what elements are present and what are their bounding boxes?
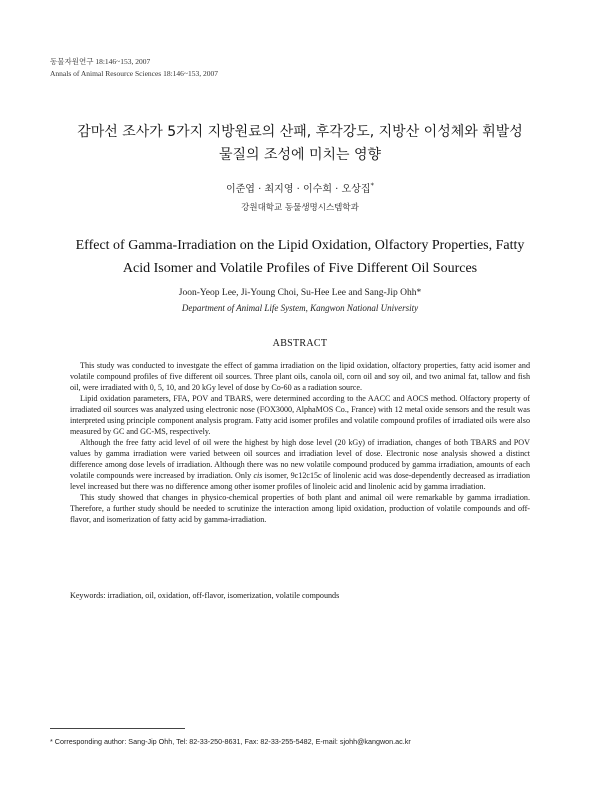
abstract-paragraph-3-start: Although the free fatty acid level of oil were the highest by high dose level (20 kGy) of irradiation, changes of both TBARS and POV values by gamma irradiation were varied between oil sources and irradiation level of dose. Electronic nose analysis showed a distinct difference among dose levels of irradiation. Although there was no new volatile compound produced by gamma irradiation, amounts of each volatile compounds were increased by irradiation. Only: [70, 438, 530, 480]
journal-citation-korean: 동물자원연구 18:146~153, 2007: [50, 57, 151, 66]
footnote-divider: [50, 728, 185, 729]
english-title: [0, 234, 600, 280]
korean-title-line-1: 감마선 조사가 5가지 지방원료의 산패, 후각강도, 지방산 이성체와 휘발성: [77, 124, 523, 140]
korean-title-line-2: 물질의 조성에 미치는 영향: [218, 147, 382, 163]
cis-term: cis: [253, 471, 263, 480]
abstract-paragraph-4: This study showed that changes in physico-chemical properties of both plant and animal oil were remarkable by gamma irradiation. Therefore, a further study should be needed to scrutinize the interaction among lipid oxidation, production of volatile compounds and off-flavor, and isomerization of fatty acid by gamma-irradiation.: [70, 493, 530, 524]
keywords: Keywords: irradiation, oil, oxidation, off-flavor, isomerization, volatile compounds: [70, 591, 340, 600]
english-authors: Joon-Yeop Lee, Ji-Young Choi, Su-Hee Lee and Sang-Jip Ohh*: [178, 288, 422, 298]
english-title-line-2: Acid Isomer and Volatile Profiles of Five Different Oil Sources: [122, 261, 478, 276]
abstract-paragraph-1: This study was conducted to investgate the effect of gamma irradiation on the lipid oxidation, olfactory properties, fatty acid isomer and volatile compound profiles of five different oil sources. Three plant oils, canola oil, corn oil and soy oil, and two animal fat, tallow and fish oil, were irradiated with 0, 5, 10, and 20 kGy level of dose by Co-60 as a radiation source.: [70, 361, 530, 392]
abstract-body: [70, 360, 530, 525]
english-title-line-1: Effect of Gamma-Irradiation on the Lipid Oxidation, Olfactory Properties, Fatty: [75, 238, 525, 253]
abstract-heading: ABSTRACT: [272, 338, 328, 349]
korean-author-names: 이준엽 · 최지영 · 이수희 · 오상집: [225, 184, 371, 195]
corresponding-author-mark: *: [370, 181, 375, 190]
korean-authors: [0, 180, 600, 195]
abstract-paragraph-3-end: isomer, 9c12c15c of linolenic acid was dose-dependently decreased as irradiation level increased but there was no difference among other isomer profiles of linoleic acid and linolenic acid by gamma irradiation.: [70, 471, 530, 491]
abstract-paragraph-3: [70, 437, 530, 492]
corresponding-author-footnote: * Corresponding author: Sang-Jip Ohh, Tel: 82-33-250-8631, Fax: 82-33-255-5482, E-mail: sjohh@kangwon.ac.kr: [50, 737, 411, 746]
korean-affiliation: 강원대학교 동물생명시스템학과: [241, 203, 359, 213]
journal-citation: [50, 56, 218, 80]
abstract-paragraph-2: Lipid oxidation parameters, FFA, POV and TBARS, were determined according to the AACC and AOCS method. Olfactory property of irradiated oil sources was analyzed using electronic nose (FOX3000, AlphaMOS Co., France) with 12 metal oxide sensors and the result was interpreted using principle component analysis program. Fatty acid isomer profiles and volatile compound profiles of irradiated oils were also measured by GC and GC-MS, respectively.: [70, 394, 530, 436]
english-affiliation: Department of Animal Life System, Kangwon National University: [181, 303, 419, 313]
korean-title: [0, 121, 600, 167]
journal-citation-english: Annals of Animal Resource Sciences 18:146~153, 2007: [50, 69, 218, 78]
